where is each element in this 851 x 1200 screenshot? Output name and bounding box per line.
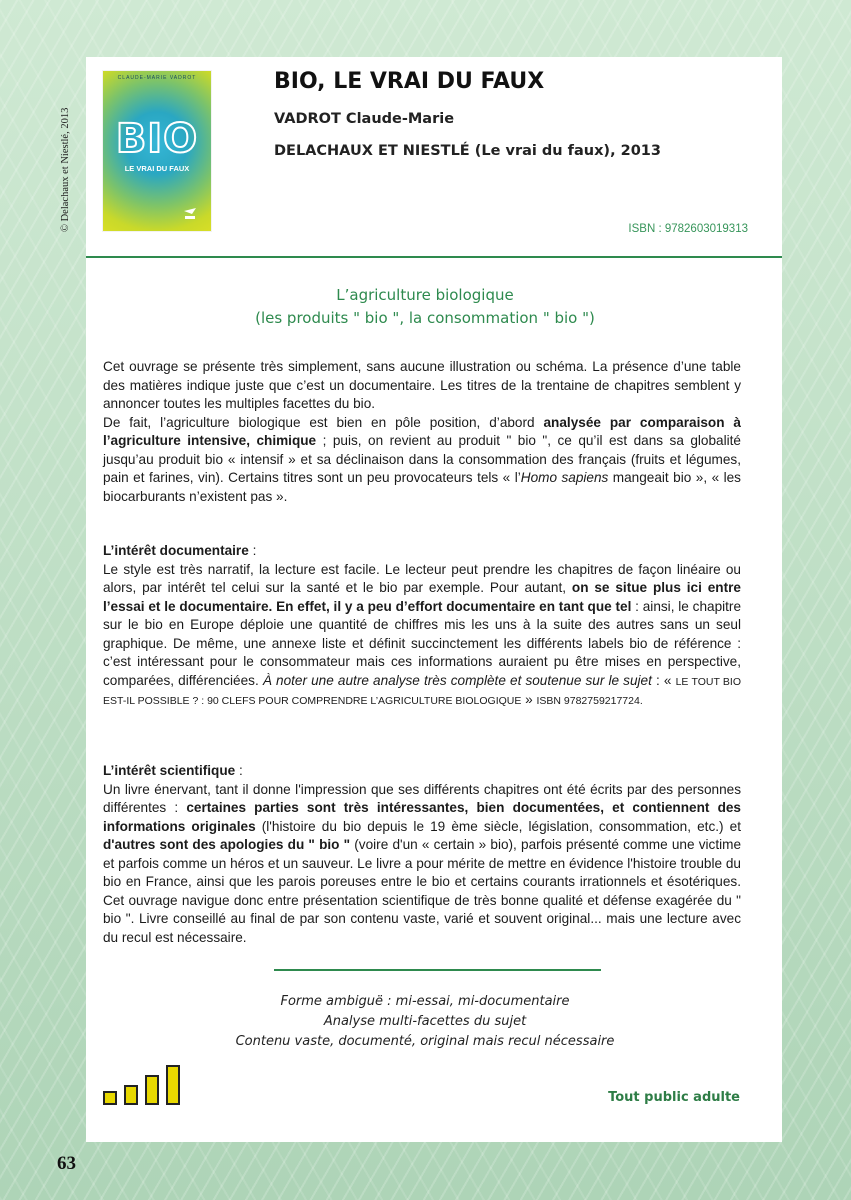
documentary-paragraph: Le style est très narratif, la lecture est facile. Le lecteur peut prendre les chapitres de façon linéaire ou alors, par intérêt tel celui sur la santé et le bio par exemple. Pour autant, on se situe plus ici entre l’essai et le documentaire. En effet, il y a peu d’effort documentaire en tant que tel : ainsi, le chapitre sur le bio en Europe déploie une quantité de chiffres mis les uns à la suite des autres sans un seul graphique. De même, une annexe liste et définit succinctement les différents labels bio de référence : c’est intéressant pour le consommateur mais ces informations auraient pu être mises en perspective, comparées, différenciées. À noter une autre analyse très complète et soutenue sur le sujet : « LE TOUT BIO EST-IL POSSIBLE ? : 90 CLEFS POUR COMPRENDRE L’AGRICULTURE BIOLOGIQUE » ISBN 9782759217724. bbox=[103, 561, 742, 707]
cover-title: BIO bbox=[115, 116, 199, 162]
book-publisher: DELACHAUX ET NIESTLÉ (Le vrai du faux), 2013 bbox=[274, 143, 661, 159]
rating-bar-4 bbox=[166, 1065, 180, 1105]
summary-line-2: Analyse multi-facettes du sujet bbox=[323, 1014, 527, 1029]
review-intro bbox=[103, 358, 741, 506]
subject-heading bbox=[160, 284, 690, 330]
scientific-heading: L’intérêt scientifique : bbox=[103, 763, 243, 778]
summary-line-3: Contenu vaste, documenté, original mais recul nécessaire bbox=[235, 1034, 615, 1049]
publisher-logo-icon bbox=[183, 207, 197, 221]
book-author: VADROT Claude-Marie bbox=[274, 111, 455, 127]
subject-line-1: L’agriculture biologique bbox=[336, 286, 514, 304]
page-number: 63 bbox=[57, 1153, 76, 1174]
subject-line-2: (les produits " bio ", la consommation " bio ") bbox=[255, 309, 595, 327]
level-rating bbox=[103, 1063, 187, 1105]
rating-bar-2 bbox=[124, 1085, 138, 1105]
scientific-paragraph: Un livre énervant, tant il donne l'impression que ses différents chapitres ont été écrits par des personnes différentes : certaines parties sont très intéressantes, bien documentées, et contiennent des informations originales (l'histoire du bio depuis le 19 ème siècle, législation, consommation, etc.) et d'autres sont des apologies du " bio " (voire d'un « certain » bio), parfois présenté comme une victime et parfois comme un héros et un sauveur. Le livre a pour mérite de mettre en évidence l'histoire trouble du bio en France, ainsi que les parois poreuses entre le bio et certains courants irrationnels et ésotériques. Cet ouvrage navigue donc entre présentation scientifique de très bonne qualité et défense exagérée du " bio ". Livre conseillé au final de par son contenu vaste, varié et souvent original... mais une lecture avec du recul est nécessaire. bbox=[103, 781, 742, 945]
audience-label: Tout public adulte bbox=[608, 1090, 740, 1105]
cover-subtitle: LE VRAI DU FAUX bbox=[124, 164, 190, 173]
header-divider bbox=[86, 256, 782, 258]
documentary-heading: L’intérêt documentaire : bbox=[103, 543, 257, 558]
book-cover-image bbox=[103, 71, 211, 231]
scientific-section bbox=[103, 762, 741, 947]
cover-author: CLAUDE-MARIE VADROT bbox=[117, 75, 197, 81]
summary-line-1: Forme ambiguë : mi-essai, mi-documentaire bbox=[280, 994, 570, 1009]
copyright-notice: © Delachaux et Niestlé, 2013 bbox=[60, 107, 71, 232]
rating-bar-3 bbox=[145, 1075, 159, 1105]
summary-box bbox=[160, 992, 690, 1052]
review-paragraph-2: De fait, l’agriculture biologique est bien en pôle position, d’abord analysée par comparaison à l’agriculture intensive, chimique ; puis, on revient au produit " bio ", ce qu’il est dans sa globalité jusqu’au produit bio « intensif » et sa déclinaison dans la consommation des français (fruits et légumes, pain et farines, vin). Certains titres sont un peu provocateurs tels « l’Homo sapiens mangeait bio », « les biocarburants n’existent pas ». bbox=[103, 414, 741, 504]
documentary-section bbox=[103, 542, 741, 711]
book-isbn: ISBN : 9782603019313 bbox=[628, 223, 748, 235]
review-paragraph-1: Cet ouvrage se présente très simplement, sans aucune illustration ou schéma. La présence d’une table des matières indique juste que c’est un documentaire. Les titres de la trentaine de chapitres semblent y annoncer toutes les multiples facettes du bio. bbox=[103, 359, 741, 411]
summary-divider bbox=[274, 969, 601, 971]
book-title: BIO, LE VRAI DU FAUX bbox=[274, 69, 545, 94]
rating-bar-1 bbox=[103, 1091, 117, 1105]
